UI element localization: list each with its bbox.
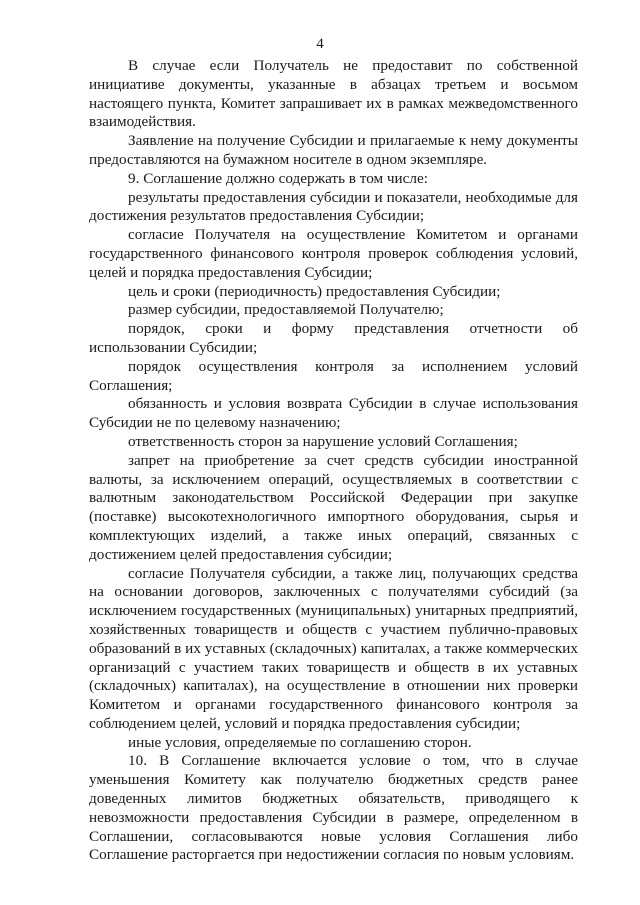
paragraph-consent-inspections: согласие Получателя на осуществление Комитетом и органами государственного финансового контроля проверок соблюдения условий, целей и порядка предоставления Субсидии; xyxy=(89,226,578,281)
paragraph-purpose-timing: цель и сроки (периодичность) предоставления Субсидии; xyxy=(128,282,501,300)
paragraph-clause-10: 10. В Соглашение включается условие о том, что в случае уменьшения Комитету как получателю бюджетных средств ранее доведенных лимитов бюджетных обязательств, приводящего к невозможности предоставления Субсидии в размере, определенном в Соглашении, согласовываются новые условия Соглашения либо Соглашение расторгается при недостижении согласия по новым условиям. xyxy=(89,752,578,864)
paragraph-refund-obligation: обязанность и условия возврата Субсидии в случае использования Субсидии не по целевому назначению; xyxy=(89,395,578,432)
page-number: 4 xyxy=(316,36,324,52)
paragraph-currency-ban: запрет на приобретение за счет средств субсидии иностранной валюты, за исключением операций, осуществляемых в соответствии с валютным законодательством Российской Федерации при закупке (поставке) высокотехнологичного импортного оборудования, сырья и комплектующих изделий, а также иных операций, связанных с достижением целей предоставления субсидии; xyxy=(89,451,578,563)
paragraph-subsidy-amount: размер субсидии, предоставляемой Получателю; xyxy=(128,301,444,319)
paragraph-liability: ответственность сторон за нарушение условий Соглашения; xyxy=(128,432,518,450)
paragraph-interagency-request: В случае если Получатель не предоставит по собственной инициативе документы, указанные в абзацах третьем и восьмом настоящего пункта, Комитет запрашивает их в рамках межведомственного взаимодействия. xyxy=(89,57,578,131)
paragraph-clause-9-heading: 9. Соглашение должно содержать в том числе: xyxy=(128,169,428,187)
paragraph-other-conditions: иные условия, определяемые по соглашению сторон. xyxy=(128,733,472,751)
paragraph-reporting: порядок, сроки и форму представления отчетности об использовании Субсидии; xyxy=(89,320,578,356)
paragraph-control-procedure: порядок осуществления контроля за исполнением условий Соглашения; xyxy=(89,357,578,394)
paragraph-application-paper: Заявление на получение Субсидии и прилагаемые к нему документы предоставляются на бумажном носителе в одном экземпляре. xyxy=(89,132,578,168)
paragraph-recipient-consent: согласие Получателя субсидии, а также лиц, получающих средства на основании договоров, заключенных с получателями субсидий (за исключением государственных (муниципальных) унитарных предприятий, хозяйственных товариществ и обществ с участием публично-правовых образований в их уставных (складочных) капиталах, а также коммерческих организаций с участием таких товариществ и обществ в их уставных (складочных) капиталах), на осуществление в отношении них проверки Комитетом и органами государственного финансового контроля за соблюдением целей, условий и порядка предоставления субсидии; xyxy=(89,564,578,732)
document-body xyxy=(89,57,578,865)
paragraph-results-indicators: результаты предоставления субсидии и показатели, необходимые для достижения результатов предоставления Субсидии; xyxy=(89,188,578,225)
